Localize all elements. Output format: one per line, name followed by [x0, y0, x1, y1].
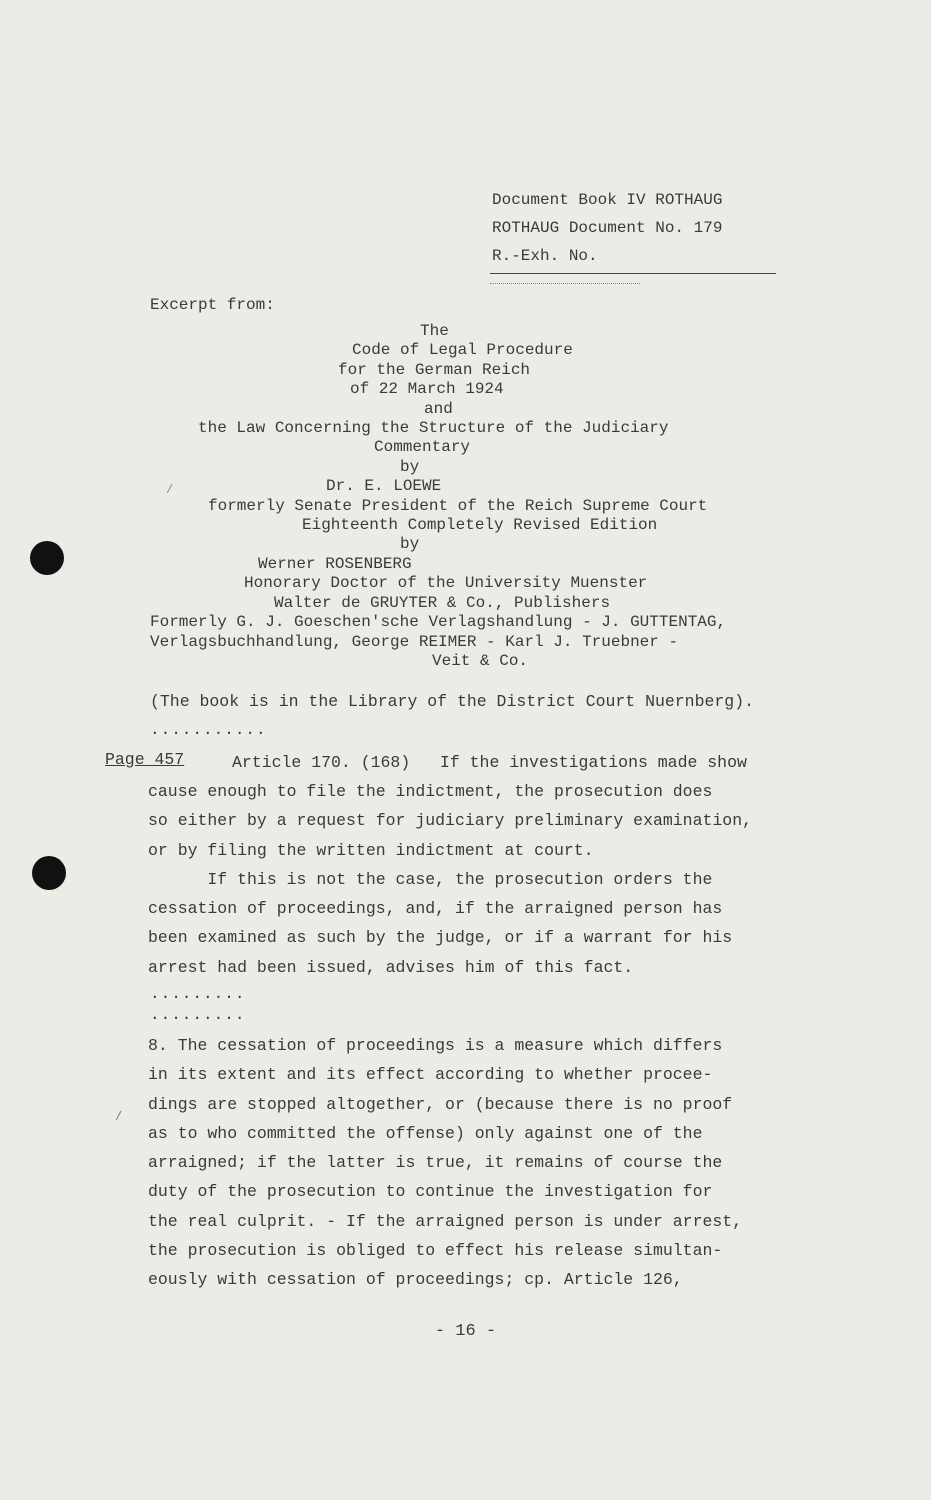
title-line: Commentary — [374, 438, 471, 457]
library-note: (The book is in the Library of the District Court Nuernberg). — [150, 692, 754, 711]
paragraph-line: the prosecution is obliged to effect his release simultan- — [148, 1241, 723, 1261]
page-reference: Page 457 — [105, 750, 185, 769]
title-line: Werner ROSENBERG — [258, 554, 412, 573]
stray-mark: / — [115, 1110, 123, 1124]
title-line: the Law Concerning the Structure of the Judiciary — [198, 419, 669, 438]
header-dotted-rule — [490, 283, 640, 284]
title-line: formerly Senate President of the Reich Supreme Court — [208, 496, 708, 515]
title-line: by — [400, 535, 420, 554]
article-body — [148, 777, 752, 982]
article-line: If this is not the case, the prosecution orders the — [148, 869, 713, 889]
paragraph-line: as to who committed the offense) only against one of the — [148, 1123, 703, 1143]
ellipsis-divider: ......... — [150, 985, 246, 1003]
header-book-line: Document Book IV ROTHAUG — [492, 191, 723, 209]
header-exhibit-number: R.-Exh. No. — [492, 247, 598, 265]
header-document-number: ROTHAUG Document No. 179 — [492, 219, 723, 237]
title-line: The — [420, 322, 449, 340]
document-header — [492, 186, 722, 270]
title-line: for the German Reich — [338, 360, 531, 379]
paragraph-8 — [148, 1031, 742, 1295]
title-line: and — [424, 399, 453, 418]
paragraph-line: dings are stopped altogether, or (because there is no proof — [148, 1094, 733, 1114]
article-line: arrest had been issued, advises him of this fact. — [148, 957, 634, 977]
paragraph-line: arraigned; if the latter is true, it remains of course the — [148, 1153, 723, 1173]
article-line: so either by a request for judiciary preliminary examination, — [148, 811, 752, 831]
ellipsis-divider: ......... — [150, 1006, 246, 1024]
article-line: cessation of proceedings, and, if the arraigned person has — [148, 899, 723, 919]
book-title-block — [150, 322, 790, 671]
title-line: Formerly G. J. Goeschen'sche Verlagshandlung - J. GUTTENTAG, — [150, 613, 727, 632]
paragraph-line: in its extent and its effect according to whether procee- — [148, 1065, 713, 1085]
paragraph-line: 8. The cessation of proceedings is a measure which differs — [148, 1036, 723, 1055]
punch-hole — [32, 856, 66, 890]
title-line: of 22 March 1924 — [350, 380, 504, 399]
excerpt-label: Excerpt from: — [150, 296, 275, 314]
title-line: by — [400, 457, 420, 476]
page-number: - 16 - — [434, 1322, 497, 1341]
punch-hole — [30, 541, 64, 575]
paragraph-line: duty of the prosecution to continue the investigation for — [148, 1182, 713, 1202]
stray-mark: / — [166, 483, 174, 497]
title-line: Veit & Co. — [432, 651, 529, 670]
ellipsis-divider: ........... — [150, 721, 267, 739]
title-line: Verlagsbuchhandlung, George REIMER - Karl J. Truebner - — [150, 632, 679, 651]
article-heading-line — [232, 748, 747, 777]
article-first-line: Article 170. (168) If the investigations made show — [232, 753, 747, 772]
title-line: Code of Legal Procedure — [352, 341, 573, 360]
title-line: Eighteenth Completely Revised Edition — [302, 516, 658, 535]
article-line: been examined as such by the judge, or if a warrant for his — [148, 928, 733, 948]
title-line: Honorary Doctor of the University Muenster — [244, 574, 648, 593]
article-line: or by filing the written indictment at court. — [148, 840, 594, 860]
article-line: cause enough to file the indictment, the prosecution does — [148, 782, 713, 801]
header-rule — [490, 273, 776, 274]
title-line: Dr. E. LOEWE — [326, 477, 442, 496]
title-line: Walter de GRUYTER & Co., Publishers — [274, 593, 611, 612]
paragraph-line: eously with cessation of proceedings; cp. Article 126, — [148, 1270, 683, 1290]
paragraph-line: the real culprit. - If the arraigned person is under arrest, — [148, 1211, 743, 1231]
